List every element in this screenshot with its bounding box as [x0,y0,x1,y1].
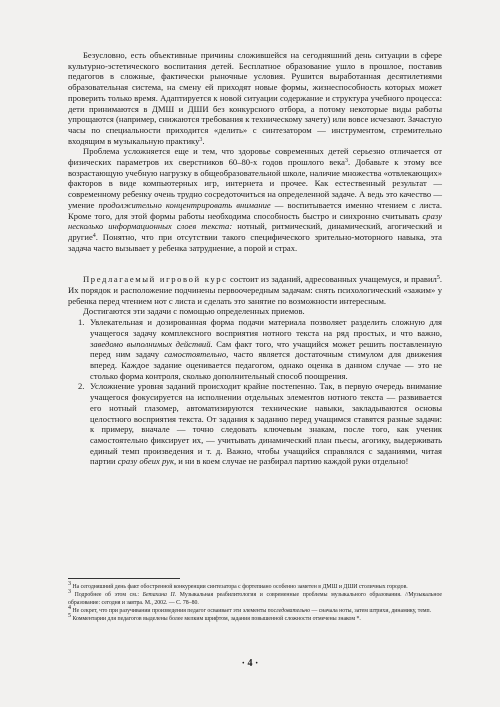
footnote-ref[interactable]: 5 [436,275,440,282]
footnote: $^4$ Не секрет, что при разучивании произведения педагог осваивает эти элементы последовательно — сначала ноты, затем штрихи, динамику, темп. [68,604,432,614]
footnote-ref[interactable]: 3 [344,158,348,165]
paragraph-intro-1-text: Безусловно, есть объективные причины сложившейся на сегодняшний день ситуации в сфере культурно-эстетического воспитания детей. Бесплатное образование ушло в прошлое, поставив педагогов в сложные, фактически рыночные условия. Рушится выработанная десятилетиями образовательная система, на смену ей приходят новые формы, жизнеспособность которых может проверить только время. Адаптируется к новой ситуации содержание и структура учебного процесса: дети принимаются в ДМШ и ДШИ без конкурсного отбора, а потому некоторые виды работы упрощаются (например, снижаются требования к техническому зачету) или вовсе исчезают. Зачастую часы по специальности приходится «делить» с синтезатором — инструментом, стремительно входящим в музыкальную практику [68,50,442,146]
footnote: $^3$ На сегодняшний день факт обостренной конкуренции синтезатора с фортепиано особенно заметен в ДМШ и ДШИ столичных городов. [68,581,408,590]
footnotes [68,578,442,624]
list-item-number: 1. [78,317,85,328]
page-number: · 4 · [241,658,259,669]
footnote: $^3$ Подробнее об этом см.: Бетахина П. Музыкальная реабилитология и современные проблемы музыкального образования. //Музыкальное образование: сегодня и завтра. М., 2002. — С. 78–80. [68,589,442,606]
list-item-number: 2. [78,381,85,392]
footnote-ref[interactable]: 3 [199,136,203,143]
list-item-text: Усложнение уровня заданий происходит крайне постепенно. Так, в первую очередь внимание учащегося фокусируется на исполнении отдельных элементов нотного текста — развивается его нотный глазомер, автоматизируются технические навыки, закладываются основы целостного восприятия текста. От задания к заданию перед учащимся ставятся разные задачи: к примеру, вначале — точно следовать ключевым знакам, после того, как ученик самостоятельно фиксирует их, — учитывать динамический план пьесы, агогику, выдерживать единый темп произведения и т. д. Важно, чтобы учащийся справлялся с заданиями, читая партии сразу обеих рук, и ни в коем случае не разбирал партию каждой руки отдельно! [90,381,442,467]
list-item [68,317,442,381]
course-lead-phrase: Предлагаемый игровой курс [83,274,228,285]
techniques-list [68,317,442,467]
footnote: $^5$ Комментарии для педагогов выделены более мелким шрифтом, задания повышенной сложности отмечены знаком *. [68,613,361,623]
list-item-text: Увлекательная и дозированная форма подачи материала позволяет разделить сложную для учащегося задачу комплексного восприятия нотного текста на ряд простых, и что важно, заведомо выполнимых действий. Сам факт того, что учащийся может решить поставленную перед ним задачу самостоятельно, часто является достаточным стимулом для движения вперед. Каждое задание оценивается педагогом, однако оценка в данном случае — это не столько форма контроля, сколько дополнительный способ поощрения. [90,317,442,381]
footnote-divider [68,578,180,579]
footnote-ref[interactable]: 4 [92,232,96,239]
paragraph-course-2: Достигаются эти задачи с помощью определенных приемов. [83,306,305,317]
list-item [68,381,442,467]
paragraph-intro-2: Проблема усложняется еще и тем, что здоровье современных детей серьезно отличается от физических параметров их сверстников 60–80-х годов прошлого века$^3$. Добавьте к этому все возрастающую учебную нагрузку в общеобразовательной школе, наличие множества «отвлекающих» факторов в виде компьютерных игр, интернета и прочее. Как естественный результат — современному ребенку очень трудно сосредоточиться на определенной задаче. А ведь это качество — умение продолжительно концентрировать внимание — воспитывается именно чтением с листа. Кроме того, для этой формы работы необходима способность быстро и синхронно считывать сразу несколько информационных слоев текста: нотный, ритмический, динамический, агогический и другие$^4$. Понятно, что при отсутствии такого специфического зрительно-моторного навыка, эта задача часто вызывает у ребенка затруднение, а порой и страх. [68,146,443,253]
paragraph-intro-1: Безусловно, есть объективные причины сложившейся на сегодняшний день ситуации в сфере культурно-эстетического воспитания детей. Бесплатное образование ушло в прошлое, поставив педагогов в сложные, фактически рыночные условия. Рушится выработанная десятилетиями образовательная система, на смену ей приходят новые формы, жизнеспособность которых может проверить только время. Адаптируется к новой ситуации содержание и структура учебного процесса: дети принимаются в ДМШ и ДШИ без конкурсного отбора, а потому некоторые виды работы упрощаются (например, снижаются требования к техническому зачету) или вовсе исчезают. Зачастую часы по специальности приходится «делить» с синтезатором — инструментом, стремительно входящим в музыкальную практику$^3$. [68,50,442,146]
paragraph-course-1: Предлагаемый игровой курс состоит из заданий, адресованных учащемуся, и правил$^5$. Их порядок и расположение подчинены первоочередным задачам: снять психологический «зажим» у ребенка перед чтением нот с листа и сделать это занятие по возможности интересным. [68,274,442,306]
